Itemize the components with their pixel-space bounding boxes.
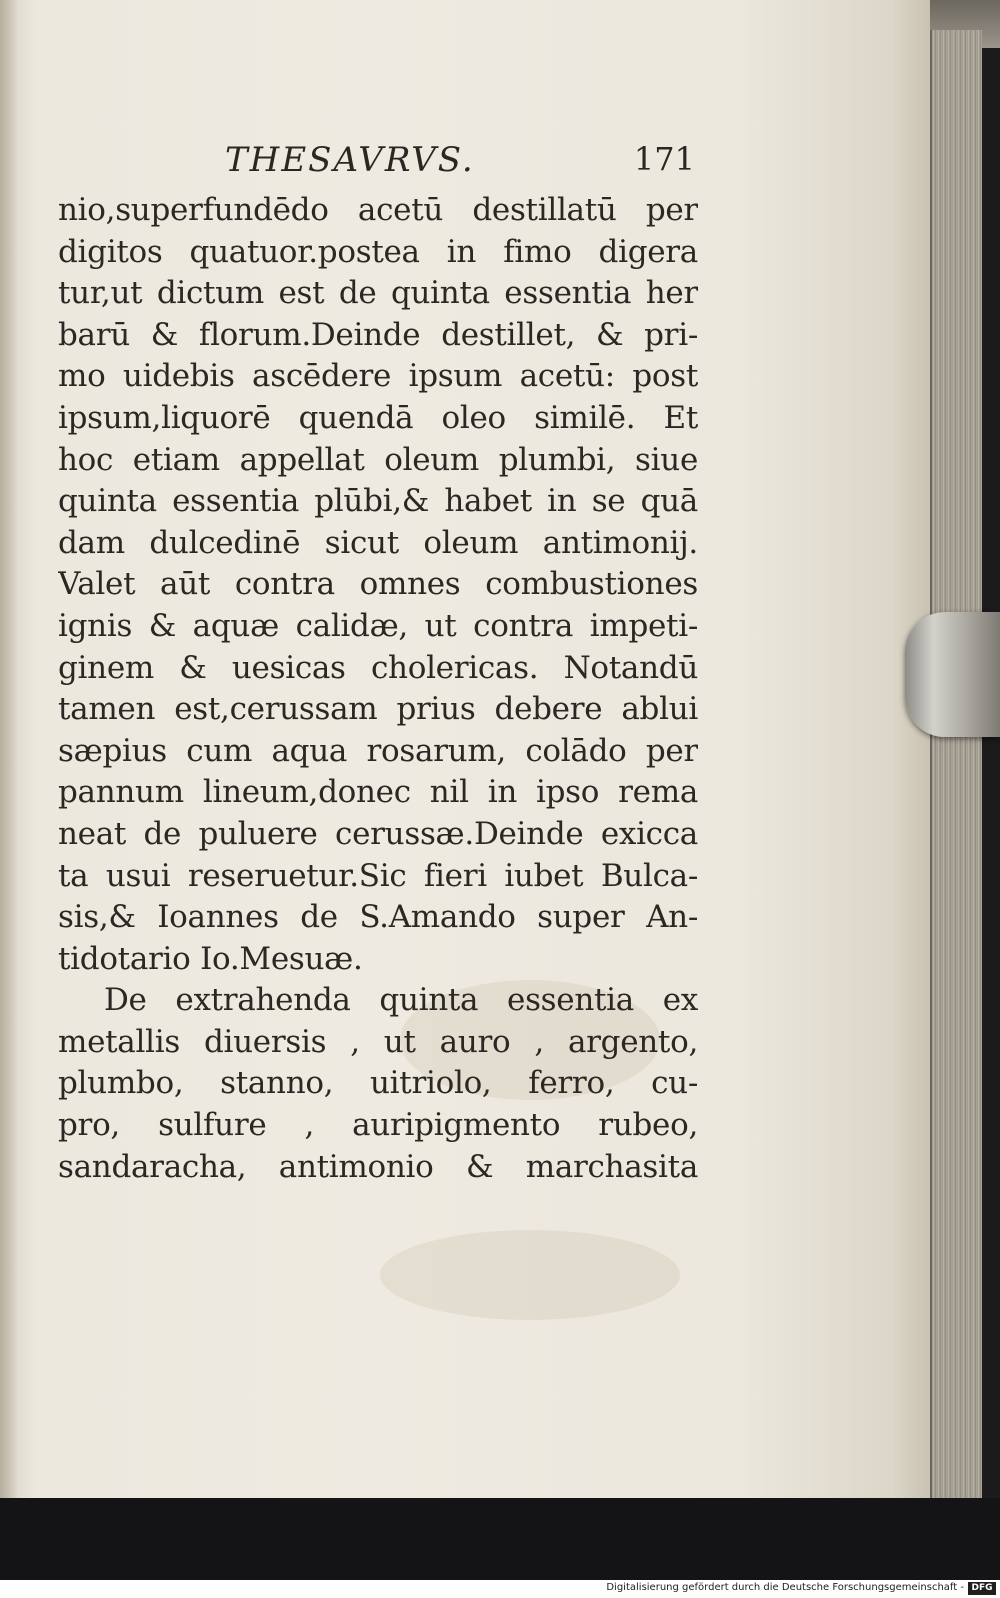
text-line: plumbo, stanno, uitriolo, ferro, cu-: [58, 1065, 698, 1102]
footer-bar: [0, 1580, 1000, 1598]
text-line: neat de puluere cerussæ.Deinde exicca: [58, 815, 698, 852]
running-header: [225, 140, 695, 190]
text-line: barū & florum.Deinde destillet, & pri-: [58, 316, 698, 353]
text-line: pro, sulfure , auripigmento rubeo,: [58, 1107, 698, 1144]
page-number: 171: [633, 140, 695, 178]
text-line: metallis diuersis , ut auro , argento,: [58, 1023, 698, 1060]
running-title: THESAVRVS.: [225, 140, 475, 180]
text-line: tamen est,cerussam prius debere ablui: [58, 691, 698, 728]
page-clamp: [905, 612, 1000, 737]
text-line: digitos quatuor.postea in fimo digera: [58, 233, 698, 270]
text-line: De extrahenda quinta essentia ex: [104, 982, 698, 1019]
scan-background: [0, 1498, 1000, 1580]
text-line: mo uidebis ascēdere ipsum acetū: post: [58, 358, 698, 395]
text-line: hoc etiam appellat oleum plumbi, siue: [58, 441, 698, 478]
text-line: ginem & uesicas cholericas. Notandū: [58, 649, 698, 686]
text-line: ipsum,liquorē quendā oleo similē. Et: [58, 399, 698, 436]
text-line: Valet aūt contra omnes combustiones: [58, 566, 698, 603]
text-line: pannum lineum,donec nil in ipso rema: [58, 774, 698, 811]
text-line: sæpius cum aqua rosarum, colādo per: [58, 732, 698, 769]
book-fore-edge: [930, 30, 982, 1500]
paper-stain: [380, 1230, 680, 1320]
text-line: sandaracha, antimonio & marchasita: [58, 1148, 698, 1185]
text-line: tidotario Io.Mesuæ.: [58, 940, 363, 977]
text-line: nio,superfundēdo acetū destillatū per: [58, 192, 698, 228]
text-line: tur,ut dictum est de quinta essentia her: [58, 275, 698, 312]
text-line: quinta essentia plūbi,& habet in se quā: [58, 483, 698, 520]
text-line: sis,& Ioannes de S.Amando super An-: [58, 899, 698, 936]
page-gutter-shadow: [0, 0, 18, 1498]
body-text: [58, 190, 698, 1188]
text-line: ta usui reseruetur.Sic fieri iubet Bulca-: [58, 857, 698, 894]
text-line: ignis & aquæ calidæ, ut contra impeti-: [58, 607, 698, 644]
text-line: dam dulcedinē sicut oleum antimonij.: [58, 524, 698, 561]
dfg-logo: DFG: [968, 1582, 996, 1595]
footer-credit: Digitalisierung gefördert durch die Deutsche Forschungsgemeinschaft -: [606, 1582, 964, 1593]
